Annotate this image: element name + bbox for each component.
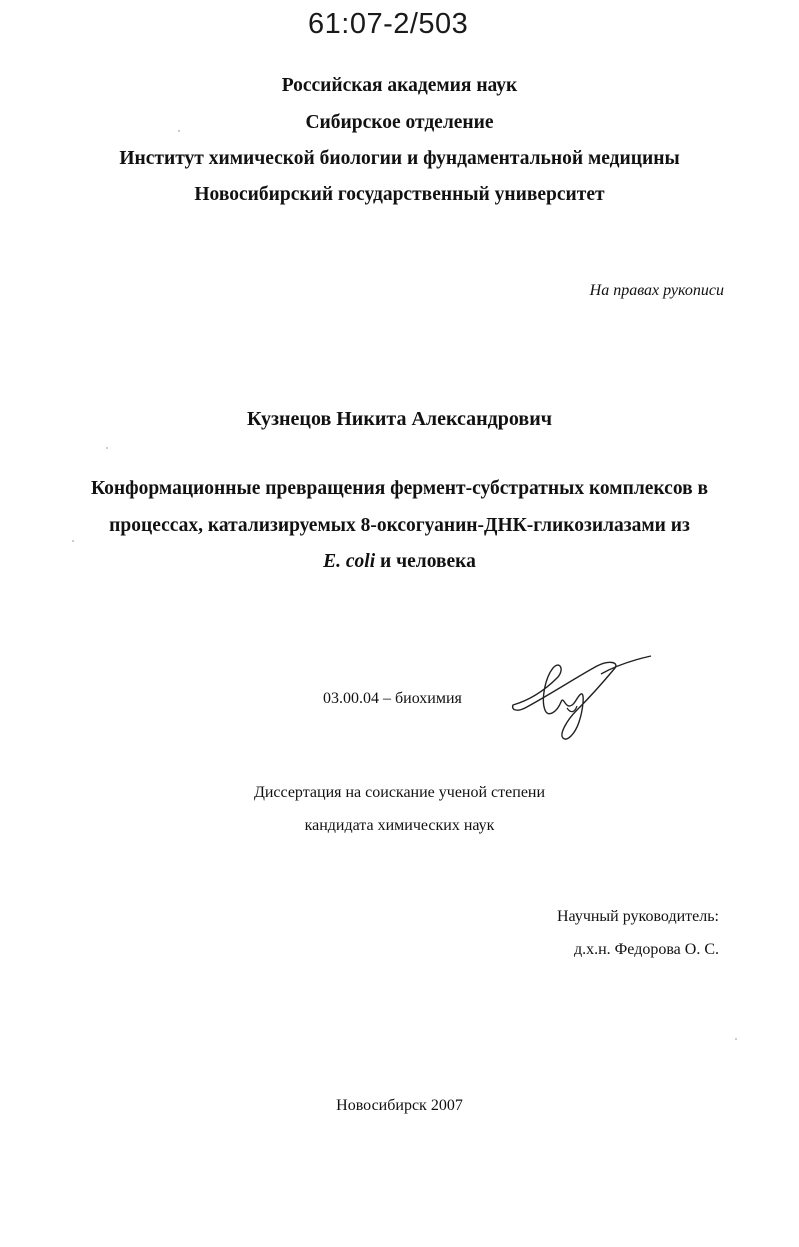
org-branch: Сибирское отделение bbox=[305, 112, 494, 133]
dissertation-title-line-2: процессах, катализируемых 8-оксогуанин-ДНК-гликозилазами из bbox=[109, 515, 690, 536]
title-line-3-rest: и человека bbox=[375, 551, 476, 572]
signature-icon bbox=[505, 650, 655, 745]
author-name: Кузнецов Никита Александрович bbox=[246, 408, 553, 430]
org-institute: Институт химической биологии и фундаментальной медицины bbox=[119, 148, 680, 169]
scan-speck bbox=[735, 1038, 737, 1040]
dissertation-title-line-3 bbox=[0, 551, 799, 573]
rights-note: На правах рукописи bbox=[589, 282, 724, 299]
supervisor-label: Научный руководитель: bbox=[556, 908, 719, 925]
organism-name: E. coli bbox=[323, 551, 376, 572]
degree-line-2: кандидата химических наук bbox=[304, 817, 495, 834]
scan-speck bbox=[178, 130, 180, 132]
city-year: Новосибирск 2007 bbox=[336, 1097, 463, 1114]
org-academy: Российская академия наук bbox=[281, 75, 518, 96]
scan-speck bbox=[72, 540, 74, 542]
specialty-code: 03.00.04 – биохимия bbox=[323, 690, 462, 707]
degree-line-1: Диссертация на соискание ученой степени bbox=[253, 784, 546, 801]
supervisor-name: д.х.н. Федорова О. С. bbox=[573, 941, 719, 958]
catalog-number: 61:07-2/503 bbox=[308, 8, 469, 40]
org-university: Новосибирский государственный университет bbox=[194, 184, 605, 205]
dissertation-title-line-1: Конформационные превращения фермент-субстратных комплексов в bbox=[90, 478, 709, 499]
scan-speck bbox=[106, 447, 108, 449]
